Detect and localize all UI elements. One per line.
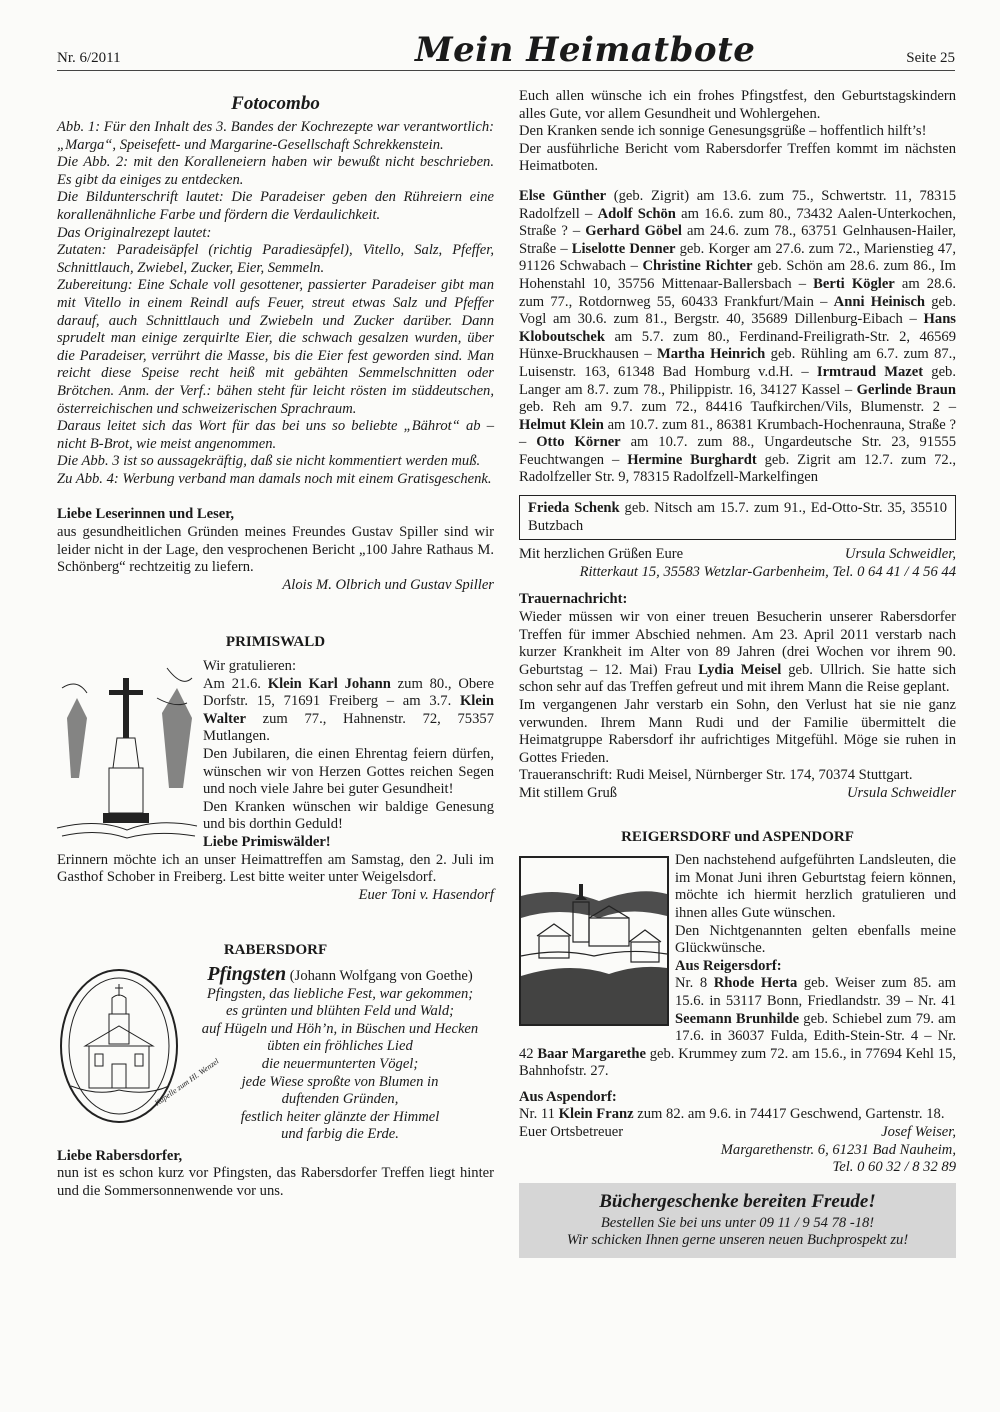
birthday-name: Otto Körner — [536, 434, 621, 451]
wayside-cross-image — [57, 658, 197, 843]
greeting-signature: Ursula Schweidler, — [844, 546, 956, 563]
left-column — [57, 78, 494, 1201]
fotocombo-line: Das Originalrezept lautet: — [57, 224, 212, 241]
leser-text: aus gesundheitlichen Gründen meines Freundes Gustav Spiller sind wir leider nicht in der Lage, den vesprochenen Bericht „100 Jahre Rathaus M. Schönberg“ rechtzeitig zu liefern. — [57, 524, 494, 576]
right-intro: Den Kranken sende ich sonnige Genesungsgrüße – hoffentlich hilft’s! — [519, 123, 927, 140]
birthday-name: Irmtraud Mazet — [816, 363, 924, 380]
birthday-name: Hans Kloboutschek — [519, 311, 956, 345]
fotocombo-body — [57, 119, 494, 488]
fotocombo-line: Zubereitung: Eine Schale voll gesottener, passierter Paradeiser gibt man mit Vitello in einem Reindl aufs Feuer, streut etwas Salz und Pfeffer darauf, auch Schnittlauch und Zwiebeln und Zucker darüber. Dann sprudelt man einige zerquirlte Eier, die schwach gesalzen wurden, über die Paradeiser, verrührt die Masse, bis die Eier fest geworden sind. Man reicht diese Speise recht heiß mit gebähten Semmelschnitten oder Brötchen. Anm. der Verf.: bähen steht für leicht rösten im süddeutschen, österreichischen und schweizerischen Sprachraum. — [57, 277, 494, 417]
poem-line: die neuermunterten Vögel; — [261, 1055, 419, 1072]
poem-author: (Johann Wolfgang von Goethe) — [289, 967, 473, 984]
ortsbetreuer-phone: Tel. 0 60 32 / 8 32 89 — [832, 1159, 956, 1176]
birthday-name: Martha Heinrich — [656, 346, 766, 363]
birthday-name: Helmut Klein — [519, 416, 604, 433]
ortsbetreuer-name: Josef Weiser, — [881, 1124, 956, 1141]
fotocombo-line: Zu Abb. 4: Werbung verband man damals noch mit einem Gratisgeschenk. — [57, 470, 492, 487]
newspaper-title: Mein Heimatbote — [415, 30, 756, 70]
birthday-name: Christine Richter — [642, 258, 753, 275]
reigersdorf-p2: Den Nichtgenannten gelten ebenfalls meine Glückwünsche. — [675, 922, 956, 957]
trauer-p3: Traueranschrift: Rudi Meisel, Nürnberger Str. 174, 70374 Stuttgart. — [519, 767, 913, 784]
village-church-image — [519, 856, 669, 1026]
birthday-name: Else Günther — [519, 187, 607, 204]
primiswald-p3: Den Kranken wünschen wir baldige Genesung und bis dorthin Geduld! — [203, 798, 494, 833]
jubilar-name: Klein Franz — [558, 1106, 634, 1123]
aspendorf-subheading: Aus Aspendorf: — [519, 1088, 617, 1105]
poem-title: Pfingsten — [207, 962, 287, 985]
primiswald-heading2: Liebe Primiswälder! — [203, 833, 331, 850]
ortsbetreuer-row — [519, 1124, 956, 1142]
poem-line: übten ein fröhliches Lied — [267, 1038, 413, 1055]
birthday-name: Adolf Schön — [597, 205, 676, 222]
banner-title: Büchergeschenke bereiten Freude! — [599, 1190, 876, 1212]
birthday-name: Anni Heinisch — [833, 293, 926, 310]
poem-line: es grünten und blühten Feld und Wald; — [225, 1003, 455, 1020]
primiswald-p1: Am 21.6. Klein Karl Johann zum 80., Obere Dorfstr. 15, 71691 Freiberg – am 3.7. Klein Walter zum 77., Hahnenstr. 72, 75357 Mutlangen. — [203, 675, 494, 745]
birthday-name: Berti Kögler — [813, 275, 895, 292]
fotocombo-line: Daraus leitet sich das Wort für das bei uns so beliebte „Bährot“ ab – nicht B-Brot, wie meist angenommen. — [57, 418, 494, 452]
primiswald-p2: Den Jubilaren, die einen Ehrentag feiern dürfen, wünschen wir von Herzen Gottes reichen Segen und noch viele Jahre bei guter Gesundheit! — [203, 746, 494, 798]
chapel-caption: Kapelle zum Hl. Wenzel — [152, 1056, 221, 1108]
highlight-birthday-box: Frieda Schenk geb. Nitsch am 15.7. zum 91., Ed-Otto-Str. 35, 35510 Butzbach — [519, 495, 956, 540]
trauer-p2: Im vergangenen Jahr verstarb ein Sohn, den Verlust hat sie nie ganz verwunden. Ihrem Mann Rudi und der Familie übermittelt die Heimatgruppe Rabersdorf ihr aufrichtiges Mitgefühl. Möge sie ruhen in Gottes Frieden. — [519, 697, 956, 766]
fotocombo-line: Zutaten: Paradeisäpfel (richtig Paradiesäpfel), Vitello, Salz, Pfeffer, Schnittlauch, Zwiebel, Zucker, Eier, Semmeln. — [57, 242, 494, 276]
birthday-name: Frieda Schenk — [528, 500, 620, 517]
poem-line: duftenden Gründen, — [281, 1091, 399, 1108]
leser-heading: Liebe Leserinnen und Leser, — [57, 506, 235, 523]
fotocombo-title: Fotocombo — [231, 93, 320, 114]
banner-line: Wir schicken Ihnen gerne unseren neuen Buchprospekt zu! — [566, 1232, 909, 1249]
jubilar-name: Rhode Herta — [713, 975, 798, 992]
jubilar-name: Klein Karl Johann — [267, 675, 391, 692]
fotocombo-line: Die Bildunterschrift lautet: Die Paradeiser geben den Rühreiern eine korallenähnliche Farbe und fördern die Verdaulichkeit. — [57, 189, 494, 223]
right-intro: Der ausführliche Bericht vom Rabersdorfer Treffen kommt im nächsten Heimatboten. — [519, 140, 956, 175]
reigersdorf-section — [519, 852, 956, 1081]
greeting-row — [519, 546, 956, 564]
greeting-address: Ritterkaut 15, 35583 Wetzlar-Garbenheim, Tel. 0 64 41 / 4 56 44 — [579, 563, 956, 580]
rabersdorf-section — [57, 962, 494, 1144]
birthday-name: Gerhard Göbel — [585, 223, 682, 240]
greeting-left: Mit herzlichen Grüßen Eure — [519, 546, 684, 563]
right-intro: Euch allen wünsche ich ein frohes Pfingstfest, den Geburtstagskindern alles Gute, vor allem Gesundheit und Wohlergehen. — [519, 88, 956, 122]
primiswald-p4: Erinnern möchte ich an unser Heimattreffen am Samstag, den 2. Juli im Gasthof Schober in Freiberg. Lest bitte weiter unter Weigelsdorf. — [57, 851, 494, 886]
primiswald-section — [57, 658, 494, 834]
birthday-name: Liselotte Denner — [571, 240, 676, 257]
issue-number: Nr. 6/2011 — [57, 50, 121, 66]
rabersdorf-heading: Liebe Rabersdorfer, — [57, 1147, 183, 1164]
fotocombo-line: Abb. 1: Für den Inhalt des 3. Bandes der Kochrezepte war verantwortlich: „Marga“, Speisefett- und Margarine-Gesellschaft Schrekkenstein. — [57, 119, 494, 153]
primiswald-signature: Euer Toni v. Hasendorf — [358, 886, 494, 903]
trauer-sign-left: Mit stillem Gruß — [519, 784, 618, 801]
poem-line: jede Wiese sproßte von Blumen in — [241, 1073, 439, 1090]
leser-signature: Alois M. Olbrich und Gustav Spiller — [282, 576, 494, 593]
trauer-p1: Wieder müssen wir von einer treuen Besucherin unserer Rabersdorfer Treffen für immer Abschied nehmen. Am 23. April 2011 verstarb nach kurzer Krankheit im Alter von 89 Jahren (drei Wochen vor ihrem 90. Geburtstag – 12. Mai) Frau Lydia Meisel geb. Ullrich. Sie hatte sich schon sehr auf das Treffen gefreut und mit ihrem Mann die Reise geplant. — [519, 609, 957, 696]
trauer-sign-row — [519, 785, 956, 803]
jubilar-name: Klein Walter — [203, 693, 494, 727]
reigersdorf-p1: Den nachstehend aufgeführten Landsleuten, die im Monat Juni ihren Geburtstag feiern können, möchte ich hiermit herzlich gratulieren und ihnen alles Gute wünschen. — [675, 852, 956, 921]
deceased-name: Lydia Meisel — [698, 661, 782, 678]
reigersdorf-title: REIGERSDORF und ASPENDORF — [621, 828, 854, 845]
rabersdorf-title: RABERSDORF — [223, 942, 328, 959]
trauer-signature: Ursula Schweidler — [846, 784, 956, 801]
ortsbetreuer-label: Euer Ortsbetreuer — [519, 1124, 624, 1141]
reigersdorf-list: Nr. 8 Rhode Herta geb. Weiser zum 85. am 15.6. in 53117 Bonn, Friedlandstr. 39 – Nr. 41 Seemann Brunhilde geb. Schiebel zum 79. am 17.6. in 36037 Fulda, Edith-Stein-Str. 4 – Nr. 42 Baar Margarethe geb. Krummey zum 72. am 15.6., in 77694 Kehl 15, Bahnhofstr. 27. — [519, 975, 956, 1080]
birthday-name: Gerlinde Braun — [856, 381, 957, 398]
banner-line: Bestellen Sie bei uns unter 09 11 / 9 54 78 -18! — [600, 1214, 875, 1231]
poem-line: festlich heiter glänzte der Himmel — [240, 1108, 440, 1125]
primiswald-intro: Wir gratulieren: — [203, 658, 297, 675]
page-header — [0, 0, 1000, 80]
poem-line: auf Hügeln und Höh’n, in Büschen und Hecken — [201, 1020, 479, 1037]
poem-line: Pfingsten, das liebliche Fest, war gekommen; — [206, 985, 474, 1002]
ortsbetreuer-address: Margarethenstr. 6, 61231 Bad Nauheim, — [720, 1141, 956, 1158]
birthday-list: Else Günther (geb. Zigrit) am 13.6. zum 75., Schwertstr. 11, 78315 Radolfzell – Adolf Schön am 16.6. zum 80., 73432 Aalen-Unterkochen, Straße ? – Gerhard Göbel am 24.6. zum 78., 63751 Gelnhausen-Hailer, Straße – Liselotte Denner geb. Korger am 27.6. zum 72., Marienstieg 47, 91126 Schwabach – Christine Richter geb. Schön am 28.6. zum 86., Im Hohenstahl 10, 35756 Mittenaar-Ballersbach – Berti Kögler am 28.6. zum 77., Rotdornweg 55, 60433 Frankfurt/Main – Anni Heinisch geb. Vogl am 30.6. zum 81., Bergstr. 40, 35689 Dillenburg-Eibach – Hans Kloboutschek am 5.7. zum 80., Ferdinand-Freiligrath-Str. 2, 46569 Hünxe-Bruckhausen – Martha Heinrich geb. Rühling am 6.7. zum 87., Luisenstr. 163, 61348 Bad Homburg v.d.H. – Irmtraud Mazet geb. Langer am 8.7. zum 78., Philippistr. 16, 34127 Kassel – Gerlinde Braun geb. Reh am 9.7. zum 72., 84416 Taufkirchen/Vils, Blumenstr. 2 – Helmut Klein am 10.7. zum 81., 86381 Krumbach-Hochenrauna, Straße ? – Otto Körner am 10.7. zum 88., Ungardeutsche Str. 23, 91555 Feuchtwangen – Hermine Burghardt geb. Zigrit am 12.7. zum 72., Radolfzeller Str. 9, 78315 Radolfzell-Markelfingen — [519, 187, 957, 486]
right-column — [519, 88, 956, 1258]
poem-line: und farbig die Erde. — [281, 1126, 399, 1143]
trauer-heading: Trauernachricht: — [519, 591, 628, 608]
rabersdorf-text: nun ist es schon kurz vor Pfingsten, das Rabersdorfer Treffen liegt hinter und die Sommersonnenwende vor uns. — [57, 1165, 494, 1200]
fotocombo-line: Die Abb. 3 ist so aussagekräftig, daß sie nicht kommentiert werden muß. — [57, 453, 481, 470]
primiswald-title: PRIMISWALD — [225, 634, 326, 651]
jubilar-name: Seemann Brunhilde — [675, 1010, 800, 1027]
birthday-name: Hermine Burghardt — [627, 451, 757, 468]
header-rule — [57, 70, 955, 71]
chapel-image — [57, 966, 221, 1126]
aspendorf-list: Nr. 11 Klein Franz zum 82. am 9.6. in 74417 Geschwend, Gartenstr. 18. — [519, 1106, 945, 1123]
fotocombo-line: Die Abb. 2: mit den Koralleneiern haben wir bewußt nicht beschrieben. Es gibt da einiges zu entdecken. — [57, 154, 494, 188]
jubilar-name: Baar Margarethe — [537, 1045, 646, 1062]
reigersdorf-subheading: Aus Reigersdorf: — [675, 957, 782, 974]
book-ad-banner — [519, 1183, 956, 1258]
page-number: Seite 25 — [906, 50, 955, 66]
